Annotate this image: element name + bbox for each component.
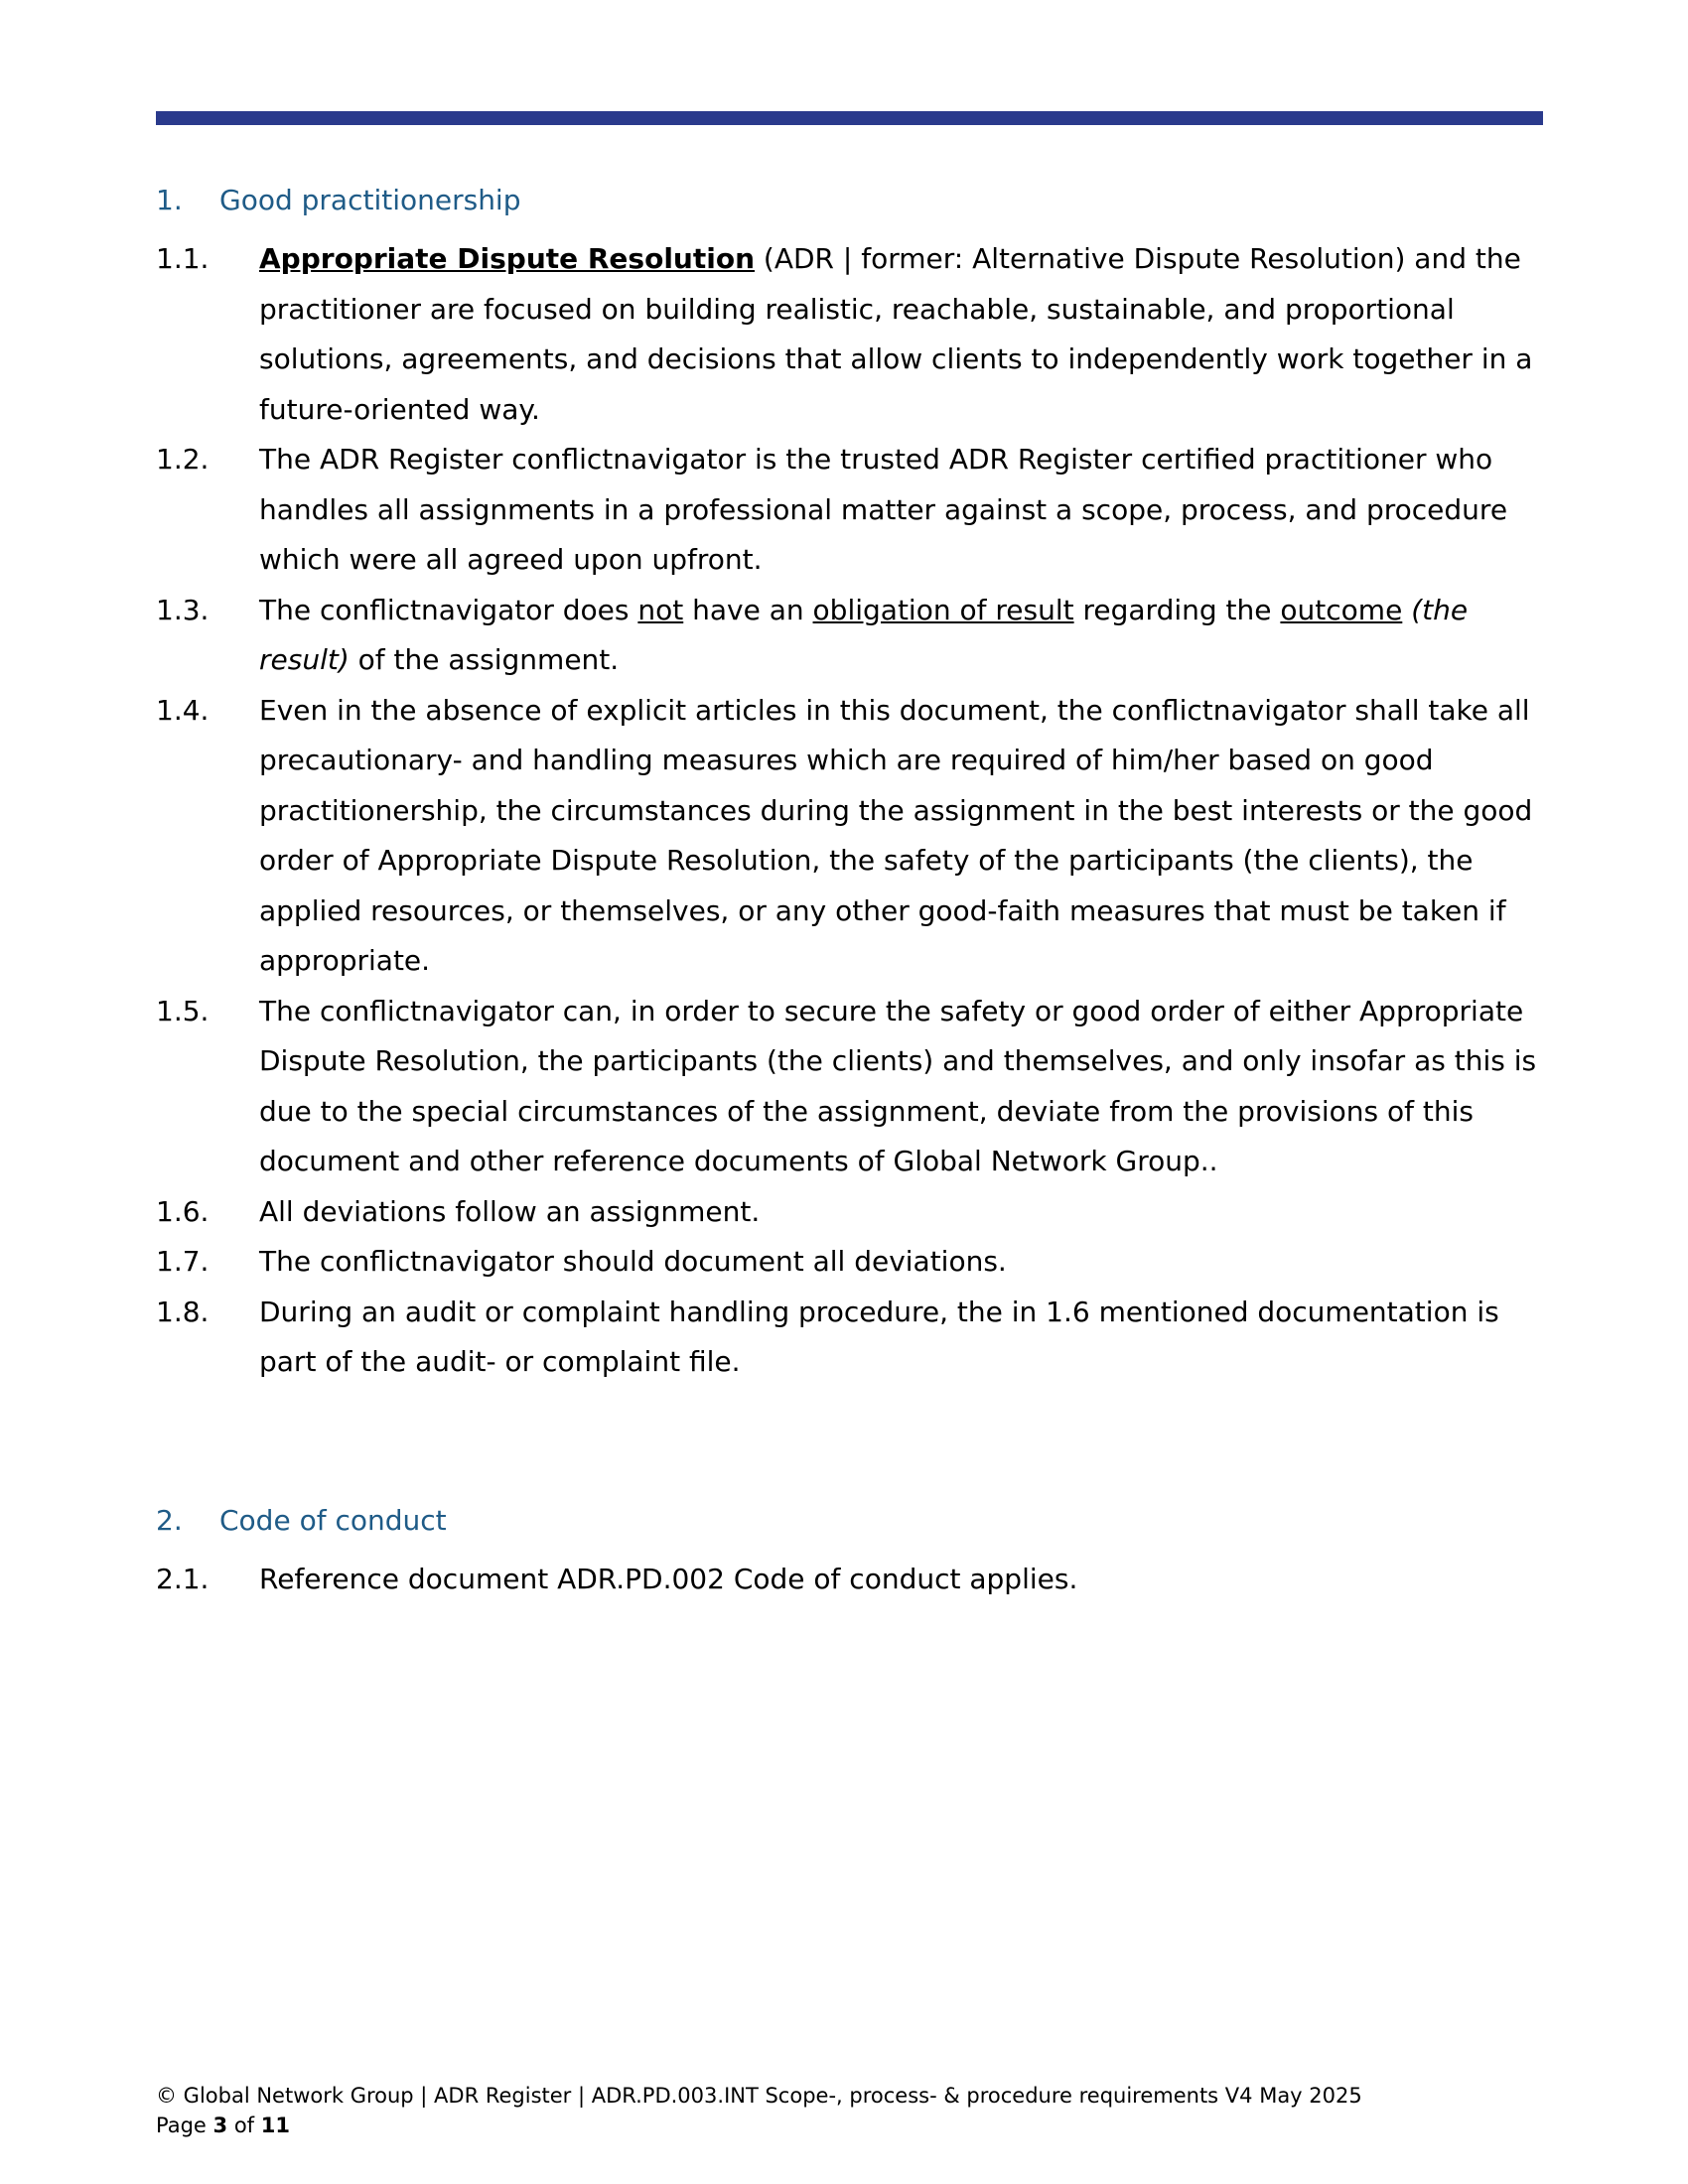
item-number: 1.1. (156, 242, 210, 275)
page-footer (156, 2081, 1566, 2140)
document-body (156, 179, 1546, 1604)
list-item (156, 987, 1546, 1187)
page-current: 3 (212, 2114, 228, 2137)
underlined-text: not (637, 593, 684, 626)
list-item (156, 1288, 1546, 1388)
section-heading (156, 179, 1546, 222)
item-text (259, 586, 1546, 686)
list-item (156, 1187, 1546, 1238)
item-text: The conflictnavigator can, in order to secure the safety or good order of either Appropriate Dispute Resolution, the participants (the clients) and themselves, and only insofar as this is due to the special circumstances of the assignment, deviate from the provisions of this document and other reference documents of Global Network Group.. (259, 994, 1537, 1177)
item-text-part: The conflictnavigator does (259, 593, 638, 626)
item-number: 1.6. (156, 1194, 210, 1228)
list-item (156, 1555, 1546, 1605)
item-number: 1.8. (156, 1295, 210, 1328)
item-text-part (1402, 594, 1411, 626)
item-text-part: have an (683, 593, 813, 626)
section-title: Code of conduct (219, 1503, 447, 1537)
section-title: Good practitionership (219, 184, 521, 216)
underlined-text: obligation of result (812, 593, 1074, 626)
item-text-part: of the assignment. (349, 643, 620, 676)
item-text: All deviations follow an assignment. (259, 1194, 761, 1228)
item-text-body: (ADR | former: Alternative Dispute Resolution) and the practitioner are focused on building realistic, reachable, sustainable, and proportional solutions, agreements, and decisions that allow clients to independently work together in a future-oriented way. (259, 242, 1533, 426)
section-number: 1. (156, 184, 183, 216)
item-number: 1.7. (156, 1245, 210, 1278)
item-text: The conflictnavigator should document all deviations. (259, 1245, 1007, 1278)
item-number: 1.2. (156, 443, 210, 476)
page-indicator (156, 2111, 1566, 2140)
italic-text: (the result) (259, 593, 1469, 676)
list-item (156, 234, 1546, 435)
item-text: Reference document ADR.PD.002 Code of conduct applies. (259, 1562, 1078, 1595)
section-heading (156, 1499, 1546, 1543)
section-number: 2. (156, 1503, 183, 1537)
list-item (156, 435, 1546, 586)
item-number: 1.3. (156, 593, 210, 626)
page-of: of (227, 2114, 261, 2137)
list-item (156, 1237, 1546, 1288)
page-word: Page (156, 2114, 213, 2137)
item-text: The ADR Register conflictnavigator is the trusted ADR Register certified practitioner who handles all assignments in a professional matter against a scope, process, and procedure which were all agreed upon upfront. (259, 443, 1508, 576)
header-rule (156, 111, 1543, 125)
item-text (259, 234, 1546, 435)
list-item (156, 586, 1546, 686)
defined-term: Appropriate Dispute Resolution (259, 242, 756, 275)
item-text: During an audit or complaint handling procedure, the in 1.6 mentioned documentation is part of the audit- or complaint file. (259, 1295, 1499, 1378)
item-number: 2.1. (156, 1562, 210, 1595)
item-text: Even in the absence of explicit articles in this document, the conflictnavigator shall take all precautionary- and handling measures which are required of him/her based on good practitionership, the circumstances during the assignment in the best interests or the good order of Appropriate Dispute Resolution, the safety of the participants (the clients), the applied resources, or themselves, or any other good-faith measures that must be taken if appropriate. (259, 693, 1533, 977)
page-total: 11 (260, 2114, 290, 2137)
item-number: 1.5. (156, 994, 210, 1027)
list-item (156, 686, 1546, 987)
item-text-part: regarding the (1073, 593, 1281, 626)
footer-copyright: © Global Network Group | ADR Register | ADR.PD.003.INT Scope-, process- & procedure requirements V4 May 2025 (156, 2084, 1362, 2108)
item-number: 1.4. (156, 693, 210, 727)
underlined-text: outcome (1280, 593, 1403, 626)
